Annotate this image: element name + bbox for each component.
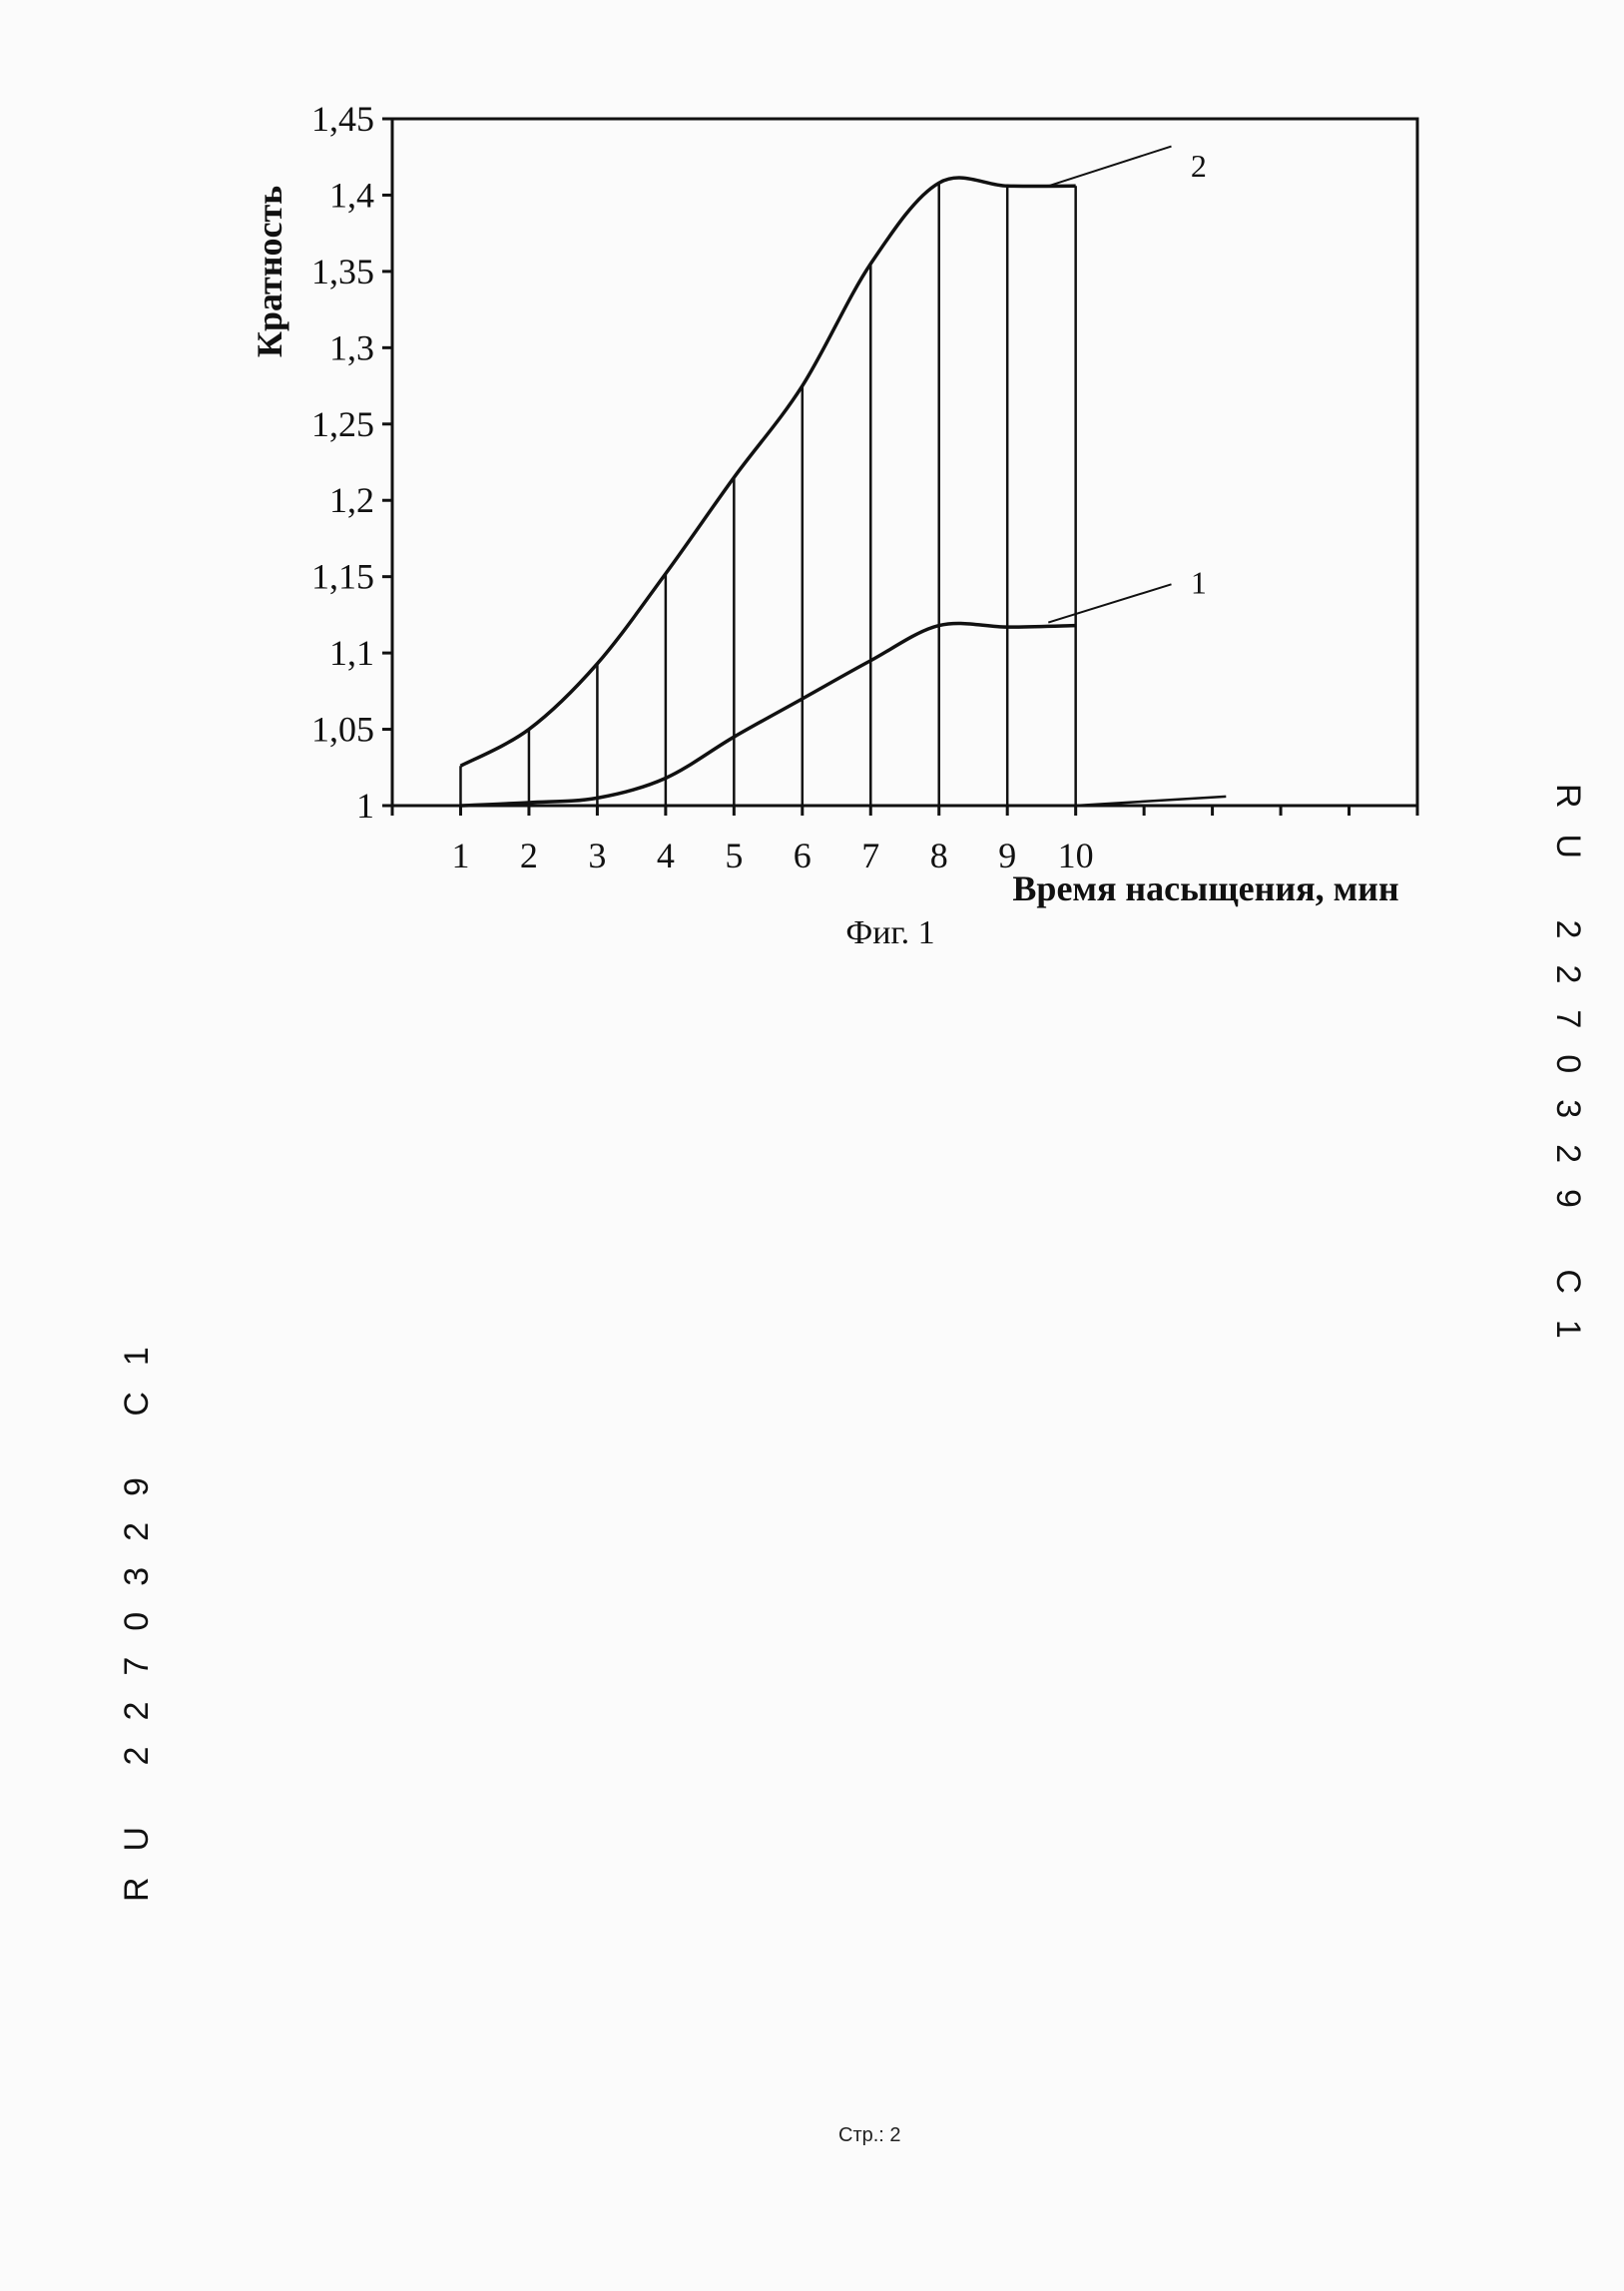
x-tick-label: 7 — [861, 836, 880, 875]
y-axis-ticks — [311, 99, 392, 826]
series-2-line — [460, 178, 1075, 766]
x-tick-label: 6 — [793, 836, 812, 875]
document-code-left: RU 2270329 C1 — [118, 1321, 156, 1902]
x-tick-label: 5 — [725, 836, 744, 875]
x-tick-label: 9 — [998, 836, 1017, 875]
y-tick-label: 1,2 — [329, 480, 374, 521]
x-axis-title: Время насыщения, мин — [1012, 868, 1399, 908]
series-1-pointer — [1048, 584, 1171, 622]
plot-border — [392, 119, 1417, 806]
document-code-right: RU 2270329 C1 — [1549, 784, 1587, 1365]
page-number: Стр.: 2 — [838, 2124, 901, 2146]
series-2-label: 2 — [1190, 147, 1207, 184]
series-1-label: 1 — [1190, 564, 1207, 601]
x-tick-label: 8 — [929, 836, 948, 875]
y-tick-label: 1,25 — [311, 403, 374, 444]
y-axis-title: Кратность — [250, 185, 289, 358]
y-tick-label: 1,1 — [329, 633, 374, 674]
x-tick-label: 3 — [588, 836, 607, 875]
x-tick-label: 4 — [656, 836, 675, 875]
y-tick-label: 1,35 — [311, 251, 374, 291]
series-label-pointers — [1048, 147, 1207, 623]
x-tick-label: 10 — [1057, 836, 1094, 875]
x-tick-label: 2 — [519, 836, 538, 875]
x-axis-ticks — [392, 806, 1417, 875]
y-tick-label: 1,15 — [311, 556, 374, 597]
series-lines — [392, 178, 1226, 806]
y-tick-label: 1,45 — [311, 99, 374, 139]
y-tick-label: 1,4 — [329, 175, 374, 216]
y-tick-label: 1,3 — [329, 327, 374, 368]
figure-caption: Фиг. 1 — [845, 914, 935, 951]
series-2-pointer — [1048, 147, 1171, 187]
y-tick-label: 1 — [356, 786, 374, 826]
series-1-line — [460, 623, 1075, 806]
plot-frame — [392, 119, 1417, 806]
y-tick-label: 1,05 — [311, 709, 374, 750]
vertical-hatch-lines — [460, 183, 1075, 806]
x-tick-label: 1 — [451, 836, 470, 875]
